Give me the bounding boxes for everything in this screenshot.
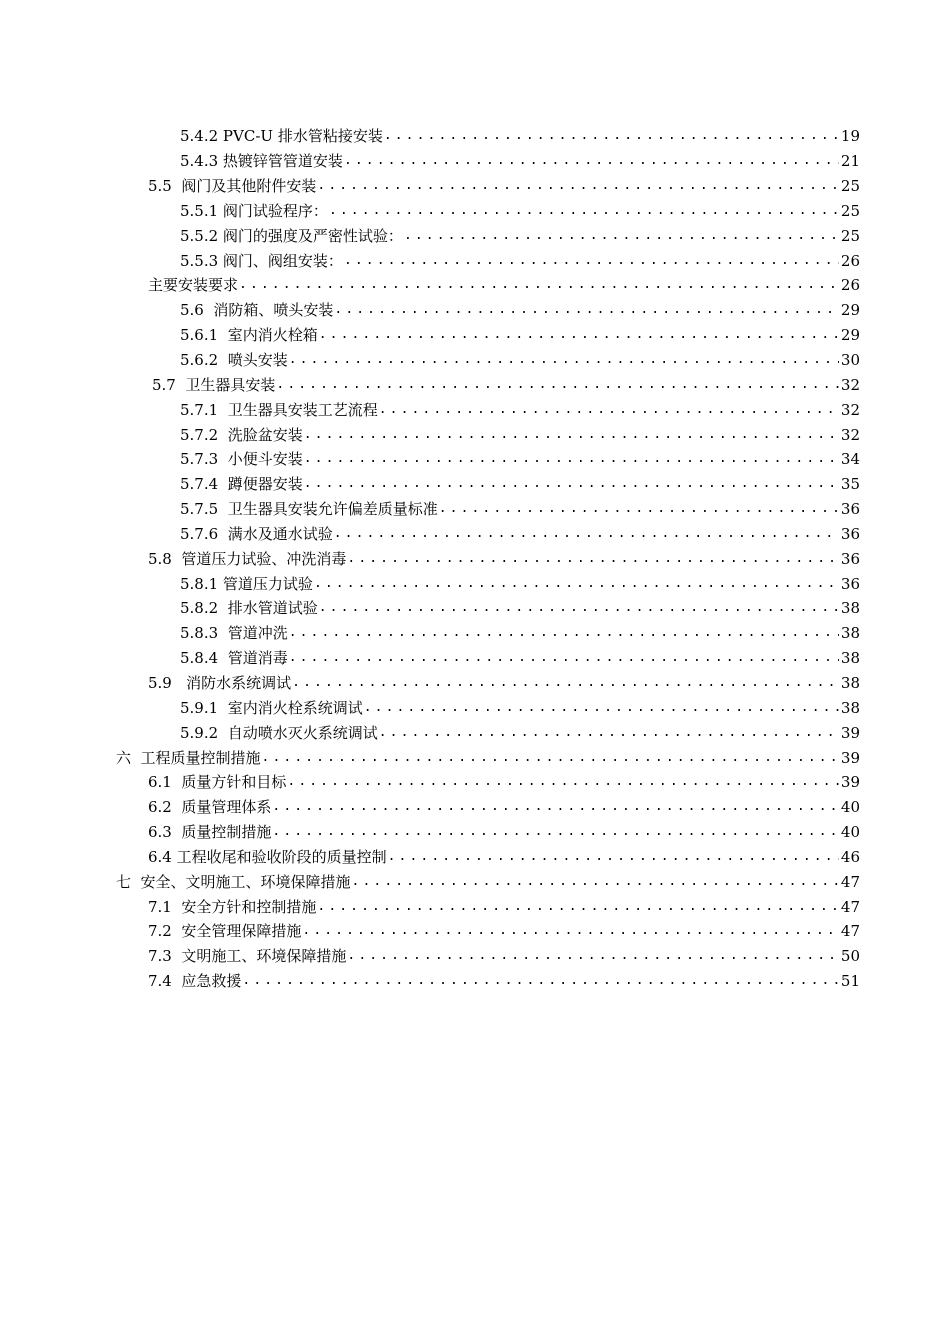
toc-entry-page-number: 36 <box>840 524 860 543</box>
toc-entry-title: 5.5.3 阀门、阀组安装： <box>180 251 343 270</box>
toc-entry-page-number: 36 <box>840 500 860 519</box>
toc-dot-leader <box>364 698 839 718</box>
toc-entry[interactable] <box>0 199 950 224</box>
toc-dot-leader <box>304 474 839 494</box>
toc-entry-title: 7.3 文明施工、环境保障措施 <box>148 947 347 966</box>
toc-entry-title: 5.7.4 蹲便器安装 <box>180 475 303 494</box>
toc-entry[interactable] <box>0 546 950 571</box>
toc-entry-title: 5.7.3 小便斗安装 <box>180 450 303 469</box>
toc-entry-page-number: 25 <box>840 226 860 245</box>
toc-entry-page-number: 32 <box>840 425 860 444</box>
toc-entry-page-number: 26 <box>840 276 860 295</box>
toc-dot-leader <box>262 748 839 768</box>
toc-entry[interactable] <box>0 720 950 745</box>
toc-dot-leader <box>242 971 839 991</box>
toc-entry-title: 5.7 卫生器具安装 <box>152 375 276 394</box>
toc-dot-leader <box>329 201 839 221</box>
toc-entry-title: 5.8.4 管道消毒 <box>180 649 288 668</box>
toc-dot-leader <box>334 524 839 544</box>
toc-entry[interactable] <box>0 844 950 869</box>
toc-entry-title: 5.5.1 阀门试验程序： <box>180 201 328 220</box>
toc-entry-title: 7.2 安全管理保障措施 <box>148 922 302 941</box>
toc-entry-title: 主要安装要求 <box>148 276 239 295</box>
toc-entry-title: 5.5.2 阀门的强度及严密性试验： <box>180 226 403 245</box>
toc-entry[interactable] <box>0 174 950 199</box>
toc-entry-page-number: 51 <box>840 972 860 991</box>
toc-entry-title: 7.4 应急救援 <box>148 972 242 991</box>
toc-entry-title: 5.8.2 排水管道试验 <box>180 599 318 618</box>
toc-entry[interactable] <box>0 497 950 522</box>
toc-entry-title: 6.4 工程收尾和验收阶段的质量控制 <box>148 847 387 866</box>
toc-entry-title: 5.6.2 喷头安装 <box>180 351 288 370</box>
toc-entry-page-number: 19 <box>840 127 860 146</box>
toc-dot-leader <box>344 151 839 171</box>
toc-entry[interactable] <box>0 124 950 149</box>
toc-entry-page-number: 38 <box>840 698 860 717</box>
toc-entry-title: 5.7.6 满水及通水试验 <box>180 524 333 543</box>
toc-dot-leader <box>302 921 839 941</box>
toc-entry-title: 5.6 消防箱、喷头安装 <box>180 301 334 320</box>
toc-entry[interactable] <box>0 596 950 621</box>
toc-entry-title: 七 安全、文明施工、环境保障措施 <box>116 872 351 891</box>
toc-entry-page-number: 36 <box>840 574 860 593</box>
toc-entry[interactable] <box>0 795 950 820</box>
toc-entry-page-number: 26 <box>840 251 860 270</box>
toc-entry-page-number: 38 <box>840 673 860 692</box>
toc-entry-page-number: 38 <box>840 624 860 643</box>
toc-dot-leader <box>287 772 839 792</box>
toc-entry[interactable] <box>0 646 950 671</box>
toc-entry[interactable] <box>0 348 950 373</box>
toc-entry[interactable] <box>0 273 950 298</box>
toc-entry-page-number: 39 <box>840 723 860 742</box>
toc-entry[interactable] <box>0 298 950 323</box>
toc-entry-page-number: 38 <box>840 599 860 618</box>
toc-entry-page-number: 39 <box>840 773 860 792</box>
toc-dot-leader <box>379 400 839 420</box>
toc-dot-leader <box>289 623 839 643</box>
toc-dot-leader <box>344 251 839 271</box>
toc-dot-leader <box>304 449 839 469</box>
toc-entry-page-number: 35 <box>840 475 860 494</box>
toc-entry[interactable] <box>0 522 950 547</box>
toc-entry-page-number: 21 <box>840 152 860 171</box>
toc-entry-page-number: 39 <box>840 748 860 767</box>
toc-entry-page-number: 25 <box>840 177 860 196</box>
toc-dot-leader <box>319 325 839 345</box>
toc-entry[interactable] <box>0 397 950 422</box>
toc-dot-leader <box>334 300 839 320</box>
toc-entry-page-number: 34 <box>840 450 860 469</box>
toc-entry-page-number: 47 <box>840 872 860 891</box>
table-of-contents <box>0 124 950 994</box>
toc-dot-leader <box>388 847 839 867</box>
toc-entry-page-number: 47 <box>840 922 860 941</box>
toc-entry-title: 5.7.2 洗脸盆安装 <box>180 425 303 444</box>
toc-dot-leader <box>272 822 839 842</box>
toc-entry-title: 5.7.5 卫生器具安装允许偏差质量标准 <box>180 500 438 519</box>
toc-entry-page-number: 46 <box>840 847 860 866</box>
toc-dot-leader <box>384 126 839 146</box>
toc-dot-leader <box>272 797 839 817</box>
toc-entry-page-number: 47 <box>840 897 860 916</box>
toc-dot-leader <box>404 226 839 246</box>
toc-entry-page-number: 29 <box>840 326 860 345</box>
toc-dot-leader <box>317 897 839 917</box>
toc-dot-leader <box>314 574 839 594</box>
toc-entry[interactable] <box>0 894 950 919</box>
toc-entry-title: 6.1 质量方针和目标 <box>148 773 287 792</box>
toc-entry[interactable] <box>0 422 950 447</box>
toc-entry[interactable] <box>0 869 950 894</box>
toc-entry-title: 7.1 安全方针和控制措施 <box>148 897 317 916</box>
toc-entry[interactable] <box>0 149 950 174</box>
toc-dot-leader <box>439 499 839 519</box>
toc-dot-leader <box>347 549 839 569</box>
toc-entry-page-number: 40 <box>840 823 860 842</box>
toc-entry-title: 5.4.3 热镀锌管管道安装 <box>180 152 343 171</box>
toc-entry[interactable] <box>0 248 950 273</box>
toc-entry-title: 6.3 质量控制措施 <box>148 823 272 842</box>
toc-dot-leader <box>347 946 839 966</box>
toc-entry-title: 六 工程质量控制措施 <box>116 748 261 767</box>
toc-entry-page-number: 32 <box>840 375 860 394</box>
toc-entry-title: 5.8 管道压力试验、冲洗消毒 <box>148 549 347 568</box>
toc-dot-leader <box>319 598 839 618</box>
toc-entry[interactable] <box>0 571 950 596</box>
toc-dot-leader <box>289 648 839 668</box>
toc-entry[interactable] <box>0 745 950 770</box>
toc-entry[interactable] <box>0 770 950 795</box>
toc-entry-page-number: 32 <box>840 400 860 419</box>
toc-dot-leader <box>276 375 839 395</box>
toc-entry-title: 6.2 质量管理体系 <box>148 798 272 817</box>
toc-entry-page-number: 36 <box>840 549 860 568</box>
toc-entry[interactable] <box>0 820 950 845</box>
toc-dot-leader <box>352 872 839 892</box>
toc-entry-title: 5.7.1 卫生器具安装工艺流程 <box>180 400 378 419</box>
toc-entry-title: 5.8.1 管道压力试验 <box>180 574 313 593</box>
toc-dot-leader <box>239 275 839 295</box>
toc-entry[interactable] <box>0 969 950 994</box>
toc-entry-title: 5.9.1 室内消火栓系统调试 <box>180 698 363 717</box>
toc-entry-page-number: 50 <box>840 947 860 966</box>
toc-dot-leader <box>379 723 839 743</box>
toc-entry-title: 5.8.3 管道冲洗 <box>180 624 288 643</box>
toc-entry[interactable] <box>0 621 950 646</box>
toc-entry[interactable] <box>0 447 950 472</box>
toc-dot-leader <box>317 176 839 196</box>
toc-entry-title: 5.6.1 室内消火栓箱 <box>180 326 318 345</box>
toc-entry[interactable] <box>0 671 950 696</box>
toc-entry[interactable] <box>0 472 950 497</box>
toc-entry-page-number: 25 <box>840 201 860 220</box>
toc-dot-leader <box>292 673 839 693</box>
toc-entry-title: 5.5 阀门及其他附件安装 <box>148 177 317 196</box>
toc-entry-title: 5.9 消防水系统调试 <box>148 673 292 692</box>
toc-entry-title: 5.4.2 PVC-U 排水管粘接安装 <box>180 127 383 146</box>
toc-dot-leader <box>289 350 839 370</box>
toc-entry[interactable] <box>0 919 950 944</box>
toc-entry[interactable] <box>0 223 950 248</box>
toc-entry[interactable] <box>0 944 950 969</box>
toc-entry-page-number: 38 <box>840 649 860 668</box>
toc-entry-page-number: 29 <box>840 301 860 320</box>
toc-dot-leader <box>304 425 839 445</box>
toc-entry[interactable] <box>0 372 950 397</box>
toc-entry[interactable] <box>0 323 950 348</box>
toc-entry-title: 5.9.2 自动喷水灭火系统调试 <box>180 723 378 742</box>
toc-entry-page-number: 40 <box>840 798 860 817</box>
toc-entry-page-number: 30 <box>840 351 860 370</box>
toc-entry[interactable] <box>0 695 950 720</box>
